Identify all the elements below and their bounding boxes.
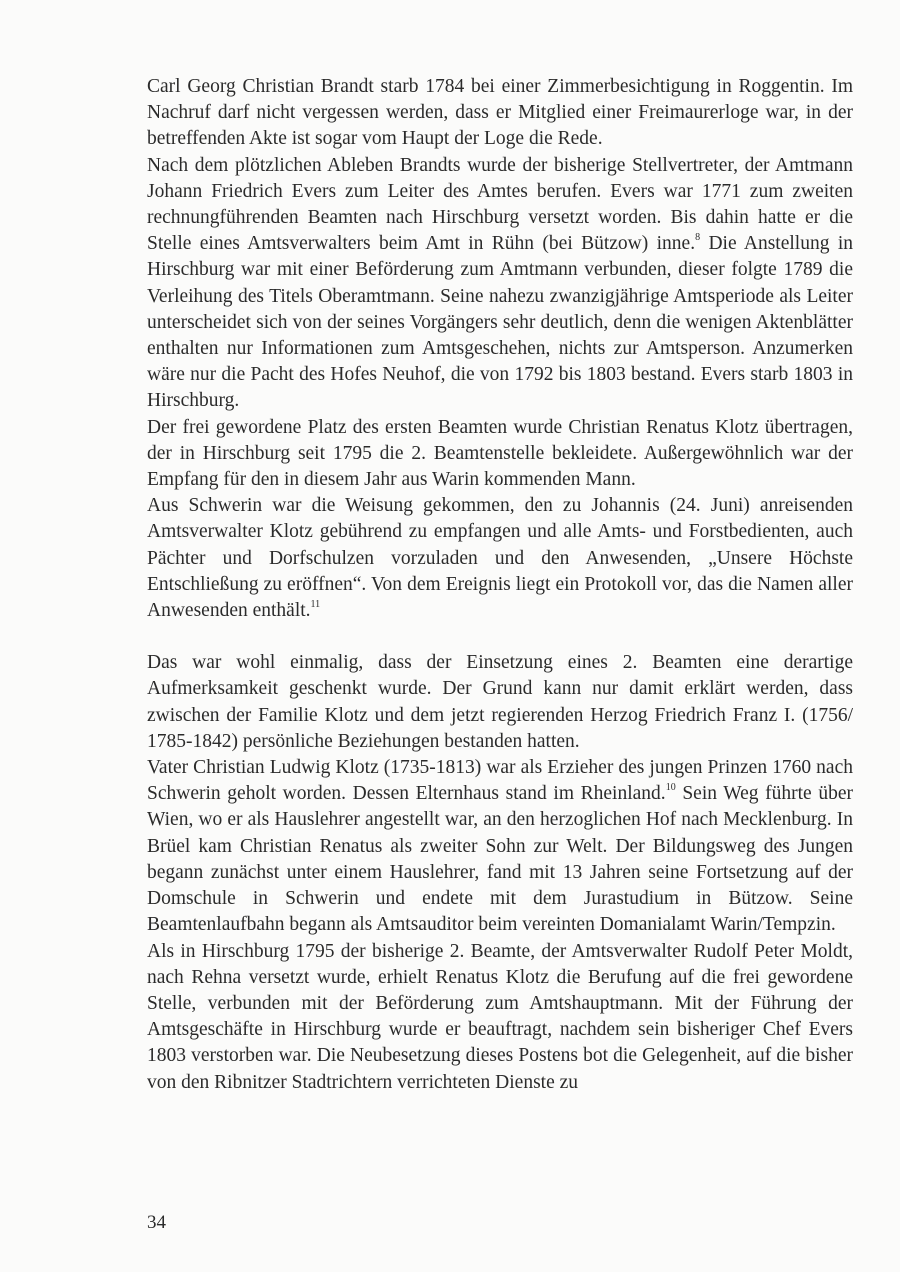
footnote-marker: 8 <box>695 231 701 243</box>
paragraph-text: Nach dem plötzlichen Ableben Brandts wurde der bisherige Stellvertreter, der Amtmann Johann Friedrich Evers zum Leiter des Amtes berufen. Evers war 1771 zum zweiten rechnungführenden Beamten nach Hirschburg versetzt worden. Bis dahin hatte er die Stelle eines Amtsverwalters beim Amt in Rühn (bei Bützow) inne. <box>147 154 853 255</box>
paragraph <box>147 939 853 1096</box>
paragraph <box>147 153 853 415</box>
paragraph-text: Sein Weg führte über Wien, wo er als Hauslehrer angestellt war, an den herzoglichen Hof nach Mecklenburg. In Brüel kam Christian Renatus als zweiter Sohn zur Welt. Der Bildungsweg des Jungen begann zunächst unter einem Hauslehrer, fand mit 13 Jahren seine Fortsetzung auf der Domschule in Schwerin und endete mit dem Jurastudium in Bützow. Seine Beamtenlaufbahn begann als Amtsauditor beim vereinten Domanialamt Warin/Tempzin. <box>147 783 854 936</box>
paragraph-text: Vater Christian Ludwig Klotz (1735-1813) war als Erzieher des jungen Prinzen 1760 nach Schwerin geholt worden. Dessen Elternhaus stand im Rheinland. <box>147 757 853 805</box>
paragraph-text: Der frei gewordene Platz des ersten Beamten wurde Christian Renatus Klotz übertragen, der in Hirschburg seit 1795 die 2. Beamtenstelle bekleidete. Außergewöhnlich war der Empfang für den in diesem Jahr aus Warin kommenden Mann. <box>147 416 853 491</box>
paragraph-text: Carl Georg Christian Brandt starb 1784 bei einer Zimmerbesichtigung in Roggentin. Im Nachruf darf nicht vergessen werden, dass er Mitglied einer Freimaurerloge war, in der betreffenden Akte ist sogar vom Haupt der Loge die Rede. <box>147 76 853 150</box>
paragraph <box>147 650 853 755</box>
paragraph-text: Die Anstellung in Hirschburg war mit einer Beförderung zum Amtmann verbunden, dieser folgte 1789 die Verleihung des Titels Oberamtmann. Seine nahezu zwanzigjährige Amtsperiode als Leiter unterscheidet sich von der seines Vorgängers sehr deutlich, denn die wenigen Aktenblätter enthalten nur Informationen zum Amtsgeschehen, nichts zur Amtsperson. Anzumerken wäre nur die Pacht des Hofes Neuhof, die von 1792 bis 1803 bestand. Evers starb 1803 in Hirschburg. <box>147 233 853 412</box>
paragraph <box>147 493 853 624</box>
footnote-marker: 10 <box>665 781 676 793</box>
paragraph <box>147 74 853 153</box>
footnote-marker: 11 <box>310 598 321 610</box>
paragraph-text: Aus Schwerin war die Weisung gekommen, den zu Johannis (24. Juni) anreisenden Amtsverwalter Klotz gebührend zu empfangen und alle Amts- und Forstbedienten, auch Pächter und Dorfschulzen vorzuladen und den Anwesenden, „Unsere Höchste Entschließung zu eröffnen“. Von dem Ereignis liegt ein Protokoll vor, das die Namen aller Anwesenden enthält. <box>147 495 853 622</box>
paragraph <box>147 415 853 494</box>
paragraph-text: Das war wohl einmalig, dass der Einsetzung eines 2. Beamten eine derartige Aufmerksamkeit geschenkt wurde. Der Grund kann nur damit erklärt werden, dass zwischen der Familie Klotz und dem jetzt regierenden Herzog Friedrich Franz I. (1756/ 1785-1842) persönliche Beziehungen bestanden hatten. <box>147 652 853 752</box>
body-text <box>147 74 853 1096</box>
paragraph <box>147 755 853 938</box>
paragraph-text: Als in Hirschburg 1795 der bisherige 2. Beamte, der Amtsverwalter Rudolf Peter Moldt, nach Rehna versetzt wurde, erhielt Renatus Klotz die Berufung auf die frei gewordene Stelle, verbunden mit der Beförderung zum Amtshauptmann. Mit der Führung der Amtsgeschäfte in Hirschburg wurde er beauftragt, nachdem sein bisheriger Chef Evers 1803 verstorben war. Die Neubesetzung dieses Postens bot die Gelegenheit, auf die bisher von den Ribnitzer Stadtrichtern verrichteten Dienste zu <box>147 940 853 1093</box>
page-number: 34 <box>147 1212 166 1233</box>
